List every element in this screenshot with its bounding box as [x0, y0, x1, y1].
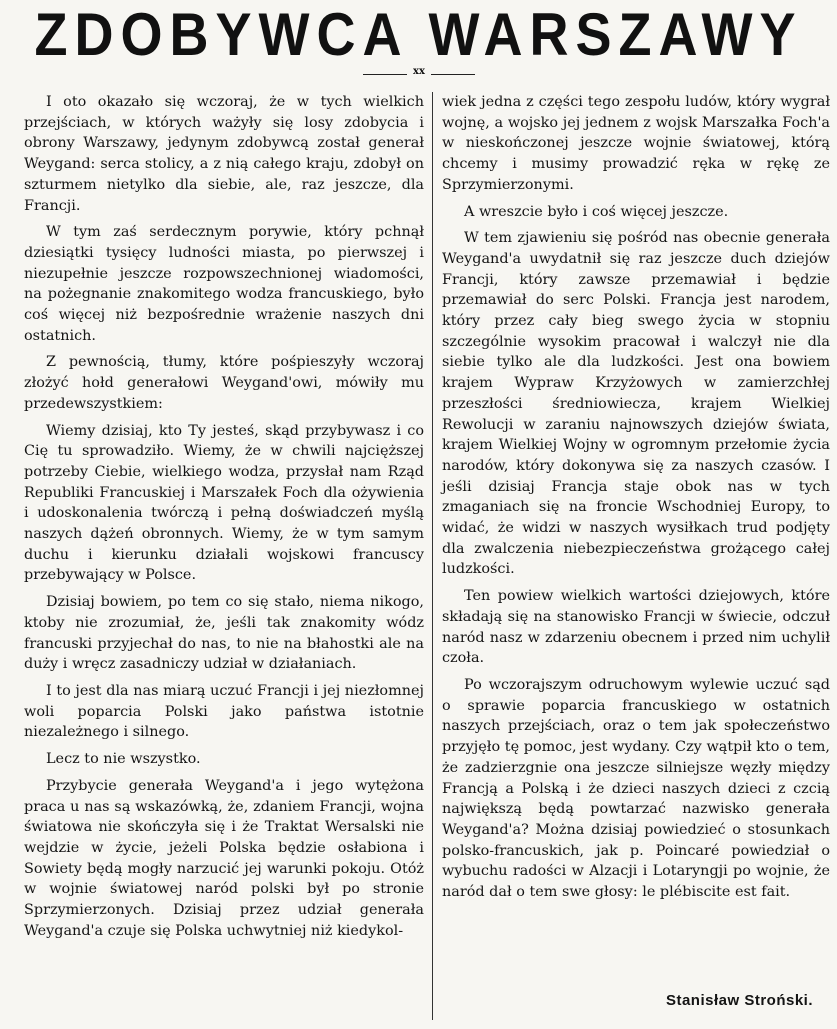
separator-line-left [363, 74, 407, 75]
paragraph: Po wczorajszym odruchowym wylewie uczuć sąd o sprawie poparcia francuskiego w ostatnich naszych przejściach, oraz o tem jak społeczeństwo przyjęło tę pomoc, jest wydany. Czy wątpił kto o tem, że zadzierzgnie ona jeszcze silniejsze węzły między Francją a Polską i że dzieci naszych dzieci z czcią największą będą powtarzać nazwisko generała Weygand'a? Można dzisiaj powiedzieć o stosunkach polsko-francuskich, jak p. Poincaré powiedział o wybuchu radości w Alzacji i Lotaryngji po wojnie, że naród dał o tem swe głosy: le plébiscite est fait. [442, 676, 830, 901]
left-column [24, 92, 424, 947]
headline: ZDOBYWCA WARSZAWY [34, 1, 803, 69]
paragraph: Przybycie generała Weygand'a i jego wytężona praca u nas są wskazówką, że, zdaniem Francji, wojna światowa nie skończyła się i że Traktat Wersalski nie wejdzie w życie, jeżeli Polska będzie osłabiona i Sowiety będą mogły narzucić jej warunki pokoju. Otóż w wojnie światowej naród polski był po stronie Sprzymierzonych. Dzisiaj przez udział generała Weygand'a czuje się Polska uchwytniej niż kiedykol- [24, 777, 424, 939]
paragraph: I oto okazało się wczoraj, że w tych wielkich przejściach, w których ważyły się losy zdobycia i obrony Warszawy, jedynym zdobywcą został generał Weygand: serca stolicy, a z nią całego kraju, zdobył on szturmem nietylko dla siebie, ale, raz jeszcze, dla Francji. [24, 94, 424, 214]
paragraph: Ten powiew wielkich wartości dziejowych, które składają się na stanowisko Francji w świecie, odczuł naród nasz w zdarzeniu obecnem i przed nim uchylił czoła. [442, 588, 830, 667]
column-divider [432, 92, 433, 1020]
paragraph: Z pewnością, tłumy, które pośpieszyły wczoraj złożyć hołd generałowi Weygand'owi, mówiły mu przedewszystkiem: [24, 354, 424, 412]
right-column [442, 92, 830, 909]
separator-mark: xx [413, 66, 425, 77]
paragraph: Wiemy dzisiaj, kto Ty jesteś, skąd przybywasz i co Cię tu sprowadziło. Wiemy, że w chwili najcięższej potrzeby Ciebie, wielkiego wodza, przysłał nam Rząd Republiki Francuskiej i Marszałek Foch dla ożywienia i udoskonalenia twórczą i pełną doświadczeń myślą naszych dążeń obronnych. Wiemy, że w tym samym duchu i kierunku działali wojskowi francuscy przebywający w Polsce. [24, 422, 424, 584]
headline-separator [363, 68, 475, 80]
author-signature: Stanisław Stroński. [665, 992, 813, 1009]
paragraph: wiek jedna z części tego zespołu ludów, który wygrał wojnę, a wojsko jej jednem z wojsk Marszałka Foch'a w nieskończonej jeszcze wojnie światowej, którą chcemy i musimy prowadzić ręka w rękę ze Sprzymierzonymi. [442, 94, 830, 193]
paragraph: W tem zjawieniu się pośród nas obecnie generała Weygand'a uwydatnił się raz jeszcze duch dziejów Francji, który zawsze przemawiał i będzie przemawiał do serc Polski. Francja jest narodem, który przez cały bieg swego życia w stopniu szczególnie wysokim pracował i walczył nie dla siebie tylko ale dla ludzkości. Jest ona bowiem krajem Wypraw Krzyżowych w zamierzchłej przeszłości średniowiecza, krajem Wielkiej Rewolucji w zaraniu najnowszych dziejów świata, krajem Wielkiej Wojny w ogromnym przełomie życia narodów, który dokonywa się za naszych czasów. I jeśli dzisiaj Francja staje obok nas w tych zmaganiach się na froncie Wschodniej Europy, to widać, że widzi w naszych wysiłkach trud podjęty dla zwalczenia niebezpieczeństwa grożącego całej ludzkości. [442, 230, 830, 578]
paragraph: A wreszcie było i coś więcej jeszcze. [464, 203, 729, 220]
paragraph: W tym zaś serdecznym porywie, który pchnął dziesiątki tysięcy ludności miasta, po pierwszej i niezupełnie jeszcze rozpowszechnionej wiadomości, na pożegnanie znakomitego wodza francuskiego, było coś więcej niż bezpośrednie wrażenie naszych dni ostatnich. [24, 224, 424, 344]
separator-line-right [431, 74, 475, 75]
paragraph: Lecz to nie wszystko. [46, 751, 201, 768]
paragraph: Dzisiaj bowiem, po tem co się stało, niema nikogo, ktoby nie zrozumiał, że, jeśli tak znakomity wódz francuski przyjechał do nas, to nie na błahostki ale na duży i wręcz zasadniczy udział w działaniach. [24, 594, 424, 673]
paragraph: I to jest dla nas miarą uczuć Francji i jej niezłomnej woli poparcia Polski jako państwa istotnie niezależnego i silnego. [24, 682, 424, 741]
